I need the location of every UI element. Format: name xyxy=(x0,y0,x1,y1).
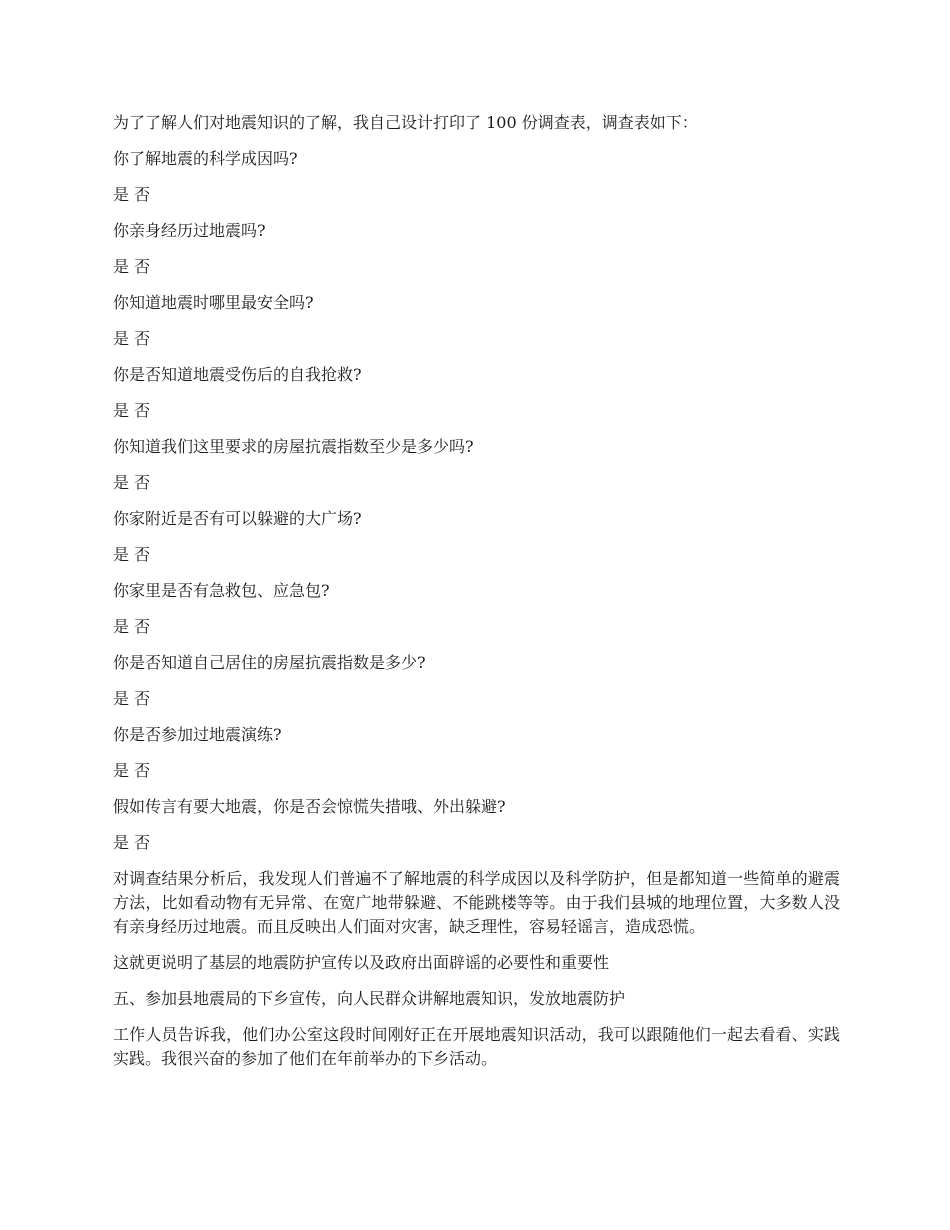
question-7: 你家里是否有急救包、应急包? xyxy=(113,581,330,600)
question-1-options: 是 否 xyxy=(113,185,151,204)
question-4-options: 是 否 xyxy=(113,401,151,420)
question-3-options: 是 否 xyxy=(113,329,151,348)
document-page xyxy=(113,111,840,1083)
closing-paragraph: 工作人员告诉我，他们办公室这段时间刚好正在开展地震知识活动，我可以跟随他们一起去看看、实践实践。我很兴奋的参加了他们在年前举办的下乡活动。 xyxy=(113,1025,840,1068)
question-10: 假如传言有要大地震，你是否会惊慌失措哦、外出躲避? xyxy=(113,797,506,816)
analysis-paragraph: 对调查结果分析后，我发现人们普遍不了解地震的科学成因以及科学防护，但是都知道一些简单的避震方法，比如看动物有无异常、在宽广地带躲避、不能跳楼等等。由于我们县城的地理位置，大多数人没有亲身经历过地震。而且反映出人们面对灾害，缺乏理性，容易轻谣言，造成恐慌。 xyxy=(113,869,840,936)
question-2: 你亲身经历过地震吗? xyxy=(113,221,266,240)
question-6-options: 是 否 xyxy=(113,545,151,564)
intro-paragraph: 为了了解人们对地震知识的了解，我自己设计打印了 100 份调查表，调查表如下： xyxy=(113,113,698,132)
question-9: 你是否参加过地震演练? xyxy=(113,725,282,744)
question-9-options: 是 否 xyxy=(113,761,151,780)
question-3: 你知道地震时哪里最安全吗? xyxy=(113,293,314,312)
question-8-options: 是 否 xyxy=(113,689,151,708)
question-7-options: 是 否 xyxy=(113,617,151,636)
question-5-options: 是 否 xyxy=(113,473,151,492)
question-1: 你了解地震的科学成因吗? xyxy=(113,149,298,168)
question-6: 你家附近是否有可以躲避的大广场? xyxy=(113,509,362,528)
question-8: 你是否知道自己居住的房屋抗震指数是多少? xyxy=(113,653,426,672)
question-2-options: 是 否 xyxy=(113,257,151,276)
question-10-options: 是 否 xyxy=(113,833,151,852)
section-heading: 五、参加县地震局的下乡宣传，向人民群众讲解地震知识，发放地震防护 xyxy=(113,989,626,1008)
question-5: 你知道我们这里要求的房屋抗震指数至少是多少吗? xyxy=(113,437,474,456)
question-4: 你是否知道地震受伤后的自我抢救? xyxy=(113,365,362,384)
conclusion-paragraph: 这就更说明了基层的地震防护宣传以及政府出面辟谣的必要性和重要性 xyxy=(113,953,610,972)
